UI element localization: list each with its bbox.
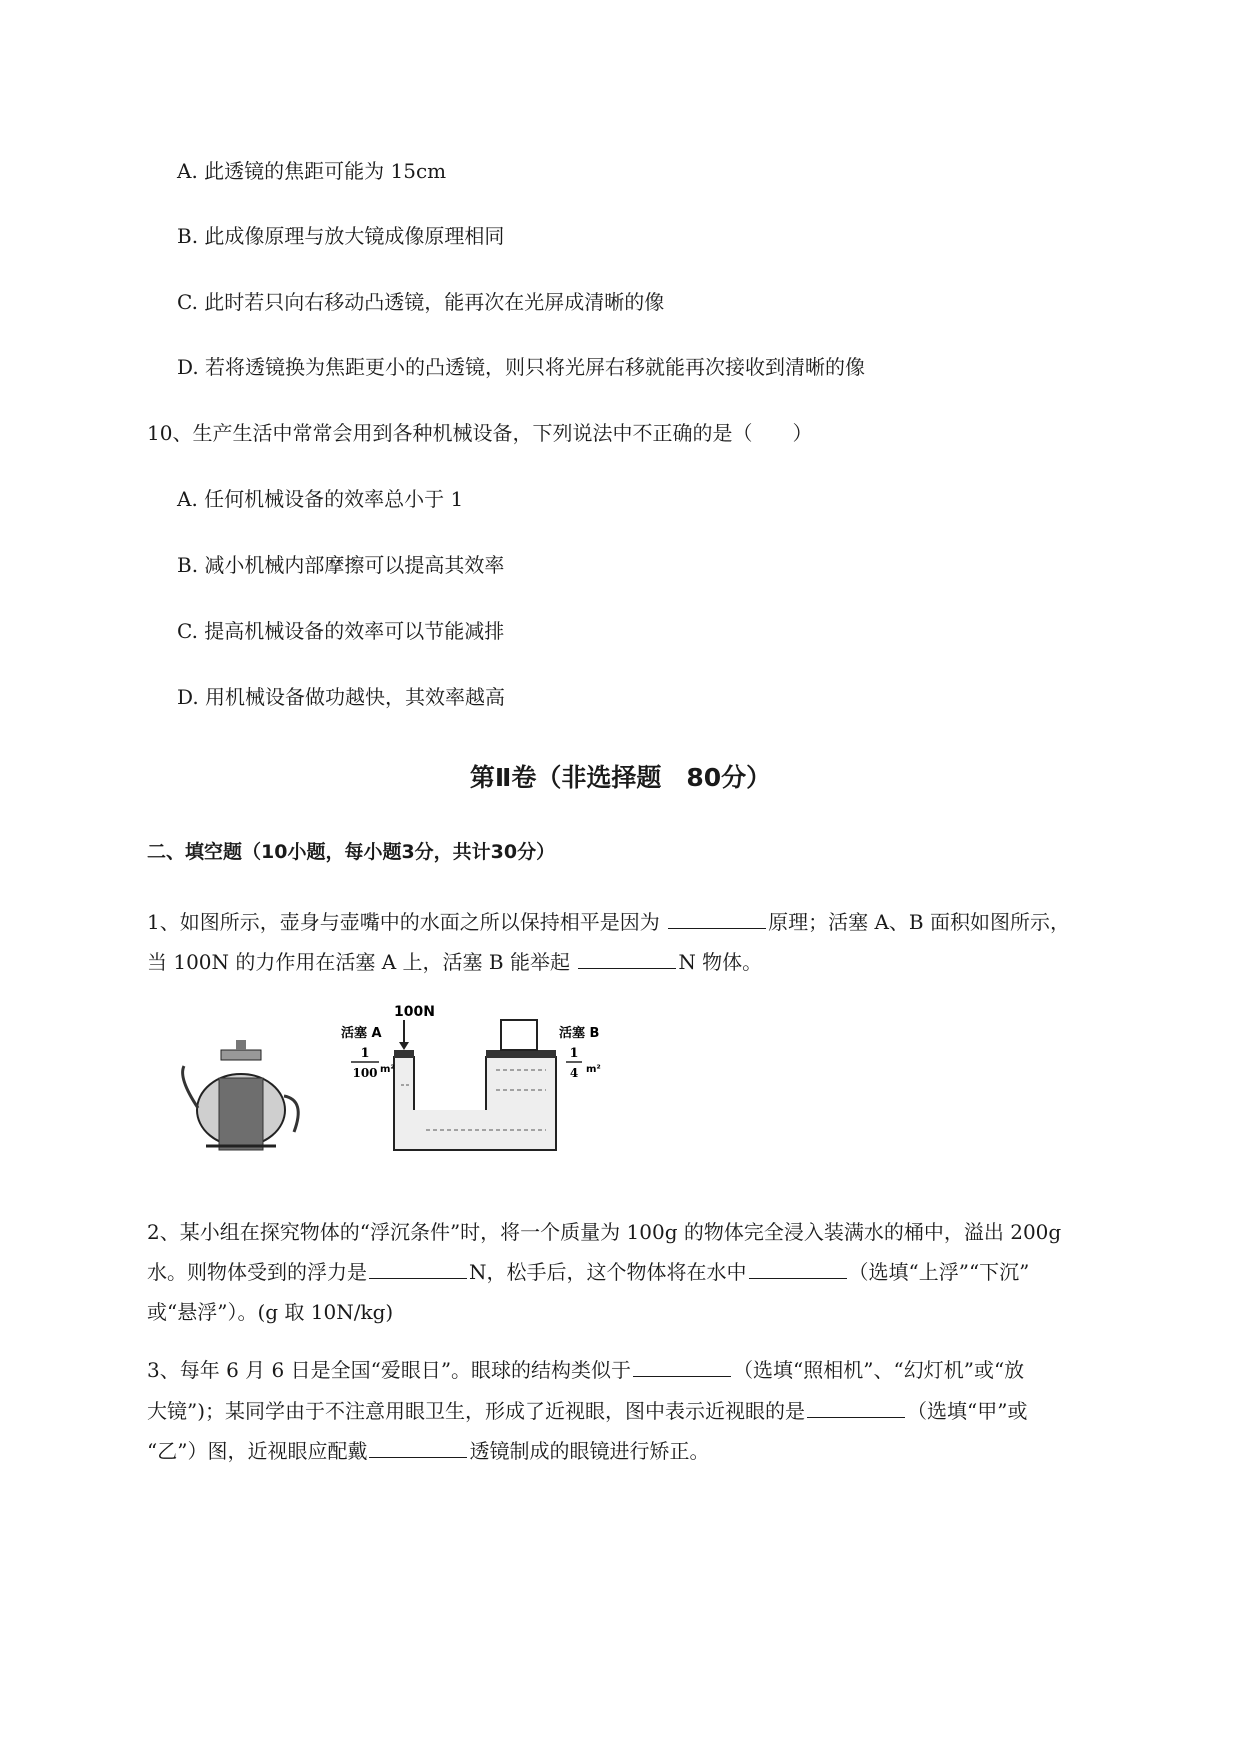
fill3-line1: [147, 1356, 1024, 1384]
fill3-text: 3、每年 6 月 6 日是全国“爱眼日”。眼球的结构类似于: [147, 1358, 632, 1382]
hydraulic-press-diagram: [341, 1004, 601, 1150]
fill1-text: 当 100N 的力作用在活塞 A 上，活塞 B 能举起: [147, 950, 577, 974]
piston-a-label: 活塞 A: [341, 1026, 382, 1041]
fill2-line1: 2、某小组在探究物体的“浮沉条件”时，将一个质量为 100g 的物体完全浸入装满水的桶中，溢出 200g: [147, 1220, 1062, 1244]
force-label: 100N: [394, 1004, 435, 1020]
q9-option-c: C. 此时若只向右移动凸透镜，能再次在光屏成清晰的像: [177, 290, 665, 314]
teapot-image: [183, 1040, 299, 1150]
teapot-hydraulic-figure: [176, 1000, 626, 1164]
fill1-line2: [147, 948, 762, 976]
answer-blank[interactable]: [668, 908, 766, 929]
q10-option-b: B. 减小机械内部摩擦可以提高其效率: [177, 553, 505, 577]
q10-option-a: A. 任何机械设备的效率总小于 1: [177, 487, 464, 511]
fill2-text: N，松手后，这个物体将在水中: [469, 1260, 747, 1284]
fill3-text: “乙”）图，近视眼应配戴: [147, 1439, 368, 1463]
fill3-line2: [147, 1397, 1027, 1425]
answer-blank[interactable]: [749, 1258, 847, 1279]
fill1-line1: [147, 908, 1070, 936]
area-b-denominator: 4: [569, 1066, 579, 1080]
fill2-line3: 或“悬浮”）。(g 取 10N/kg): [147, 1300, 394, 1324]
area-a-unit: m²: [380, 1064, 395, 1075]
q9-option-b: B. 此成像原理与放大镜成像原理相同: [177, 224, 505, 248]
fill3-text: 大镜”)；某同学由于不注意用眼卫生，形成了近视眼，图中表示近视眼的是: [147, 1399, 806, 1423]
fill3-text: （选填“照相机”、“幻灯机”或“放: [733, 1358, 1025, 1382]
q10-stem: 10、生产生活中常常会用到各种机械设备，下列说法中不正确的是（ ）: [147, 421, 813, 445]
answer-blank[interactable]: [578, 948, 676, 969]
q9-option-d: D. 若将透镜换为焦距更小的凸透镜，则只将光屏右移就能再次接收到清晰的像: [177, 355, 866, 379]
area-b-numerator: 1: [569, 1046, 579, 1061]
section-title: 第Ⅱ卷（非选择题 80分）: [469, 763, 772, 792]
answer-blank[interactable]: [633, 1356, 731, 1377]
q10-option-d: D. 用机械设备做功越快，其效率越高: [177, 685, 506, 709]
answer-blank[interactable]: [369, 1437, 467, 1458]
fill3-line3: [147, 1437, 709, 1465]
fill3-text: （选填“甲”或: [907, 1399, 1028, 1423]
q10-option-c: C. 提高机械设备的效率可以节能减排: [177, 619, 505, 643]
fill2-text: （选填“上浮”“下沉”: [848, 1260, 1030, 1284]
q9-option-a: A. 此透镜的焦距可能为 15cm: [177, 159, 447, 183]
fill2-line2: [147, 1258, 1029, 1286]
fill3-text: 透镜制成的眼镜进行矫正。: [469, 1439, 710, 1463]
section-heading: 二、填空题（10小题，每小题3分，共计30分）: [147, 841, 556, 863]
fill2-text: 水。则物体受到的浮力是: [147, 1260, 367, 1284]
fill1-text: N 物体。: [678, 950, 763, 974]
fill1-text: 原理；活塞 A、B 面积如图所示，: [768, 910, 1070, 934]
area-a-numerator: 1: [360, 1046, 370, 1061]
answer-blank[interactable]: [369, 1258, 467, 1279]
area-a-denominator: 100: [352, 1066, 378, 1080]
area-b-unit: m²: [586, 1064, 601, 1075]
answer-blank[interactable]: [807, 1397, 905, 1418]
fill1-text: 1、如图所示，壶身与壶嘴中的水面之所以保持相平是因为: [147, 910, 667, 934]
piston-b-label: 活塞 B: [559, 1026, 600, 1041]
